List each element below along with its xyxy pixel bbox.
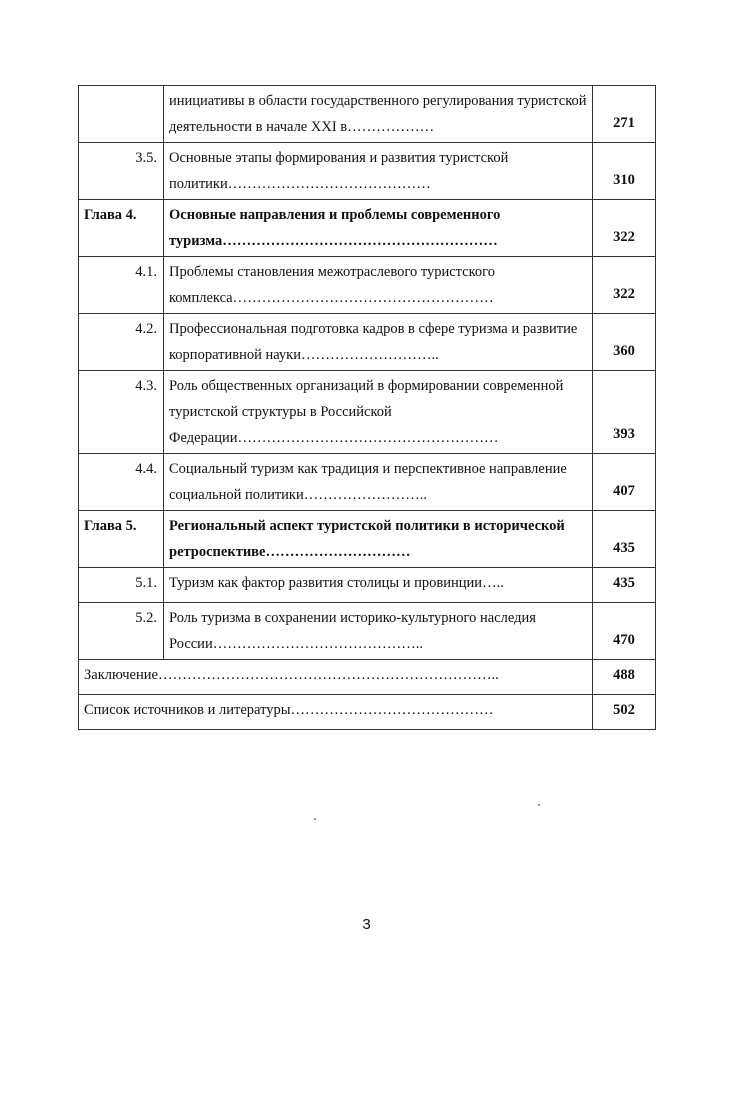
toc-entry-number: 5.2. bbox=[79, 603, 164, 660]
toc-row bbox=[79, 200, 656, 257]
toc-entry-title: инициативы в области государственного регулирования туристской деятельности в начале XXI в……………… bbox=[164, 86, 593, 143]
toc-entry-number: 5.1. bbox=[79, 568, 164, 603]
toc-entry-number: 3.5. bbox=[79, 143, 164, 200]
toc-entry-page: 407 bbox=[593, 454, 656, 511]
toc-row bbox=[79, 257, 656, 314]
toc-entry-title: Роль общественных организаций в формировании современной туристской структуры в Российской Федерации……………………………………………… bbox=[164, 371, 593, 454]
toc-entry-page: 322 bbox=[593, 200, 656, 257]
toc-row bbox=[79, 660, 656, 695]
toc-entry-page: 310 bbox=[593, 143, 656, 200]
toc-entry-title: Проблемы становления межотраслевого туристского комплекса……………………………………………… bbox=[164, 257, 593, 314]
toc-entry-number: Глава 5. bbox=[79, 511, 164, 568]
toc-entry-page: 488 bbox=[593, 660, 656, 695]
toc-entry-title: Основные направления и проблемы современного туризма………………………………………………… bbox=[164, 200, 593, 257]
toc-entry-title: Основные этапы формирования и развития туристской политики…………………………………… bbox=[164, 143, 593, 200]
toc-row bbox=[79, 511, 656, 568]
toc-row bbox=[79, 314, 656, 371]
page-number: 3 bbox=[362, 916, 371, 933]
toc-row bbox=[79, 371, 656, 454]
toc-entry-number: 4.4. bbox=[79, 454, 164, 511]
toc-entry-title: Заключение…………………………………………………………….. bbox=[79, 660, 593, 695]
toc-row bbox=[79, 695, 656, 730]
toc-entry-number: 4.2. bbox=[79, 314, 164, 371]
toc-entry-page: 322 bbox=[593, 257, 656, 314]
toc-entry-title: Список источников и литературы…………………………………… bbox=[79, 695, 593, 730]
toc-entry-title: Туризм как фактор развития столицы и провинции….. bbox=[164, 568, 593, 603]
toc-row bbox=[79, 143, 656, 200]
toc-entry-title: Роль туризма в сохранении историко-культурного наследия России…………………………………….. bbox=[164, 603, 593, 660]
toc-row bbox=[79, 568, 656, 603]
toc-entry-title: Профессиональная подготовка кадров в сфере туризма и развитие корпоративной науки……………………….. bbox=[164, 314, 593, 371]
toc-entry-number: 4.1. bbox=[79, 257, 164, 314]
toc-entry-page: 393 bbox=[593, 371, 656, 454]
toc-entry-number bbox=[79, 86, 164, 143]
toc-entry-page: 435 bbox=[593, 511, 656, 568]
toc-entry-number: 4.3. bbox=[79, 371, 164, 454]
scan-speck bbox=[538, 804, 540, 806]
toc-entry-page: 470 bbox=[593, 603, 656, 660]
scan-speck bbox=[314, 818, 316, 820]
toc-entry-number: Глава 4. bbox=[79, 200, 164, 257]
toc-row bbox=[79, 454, 656, 511]
table-of-contents bbox=[78, 85, 656, 730]
toc-entry-title: Региональный аспект туристской политики в исторической ретроспективе………………………… bbox=[164, 511, 593, 568]
toc-entry-page: 435 bbox=[593, 568, 656, 603]
toc-row bbox=[79, 603, 656, 660]
toc-entry-title: Социальный туризм как традиция и перспективное направление социальной политики…………………….. bbox=[164, 454, 593, 511]
toc-entry-page: 271 bbox=[593, 86, 656, 143]
toc-entry-page: 360 bbox=[593, 314, 656, 371]
toc-row bbox=[79, 86, 656, 143]
toc-entry-page: 502 bbox=[593, 695, 656, 730]
